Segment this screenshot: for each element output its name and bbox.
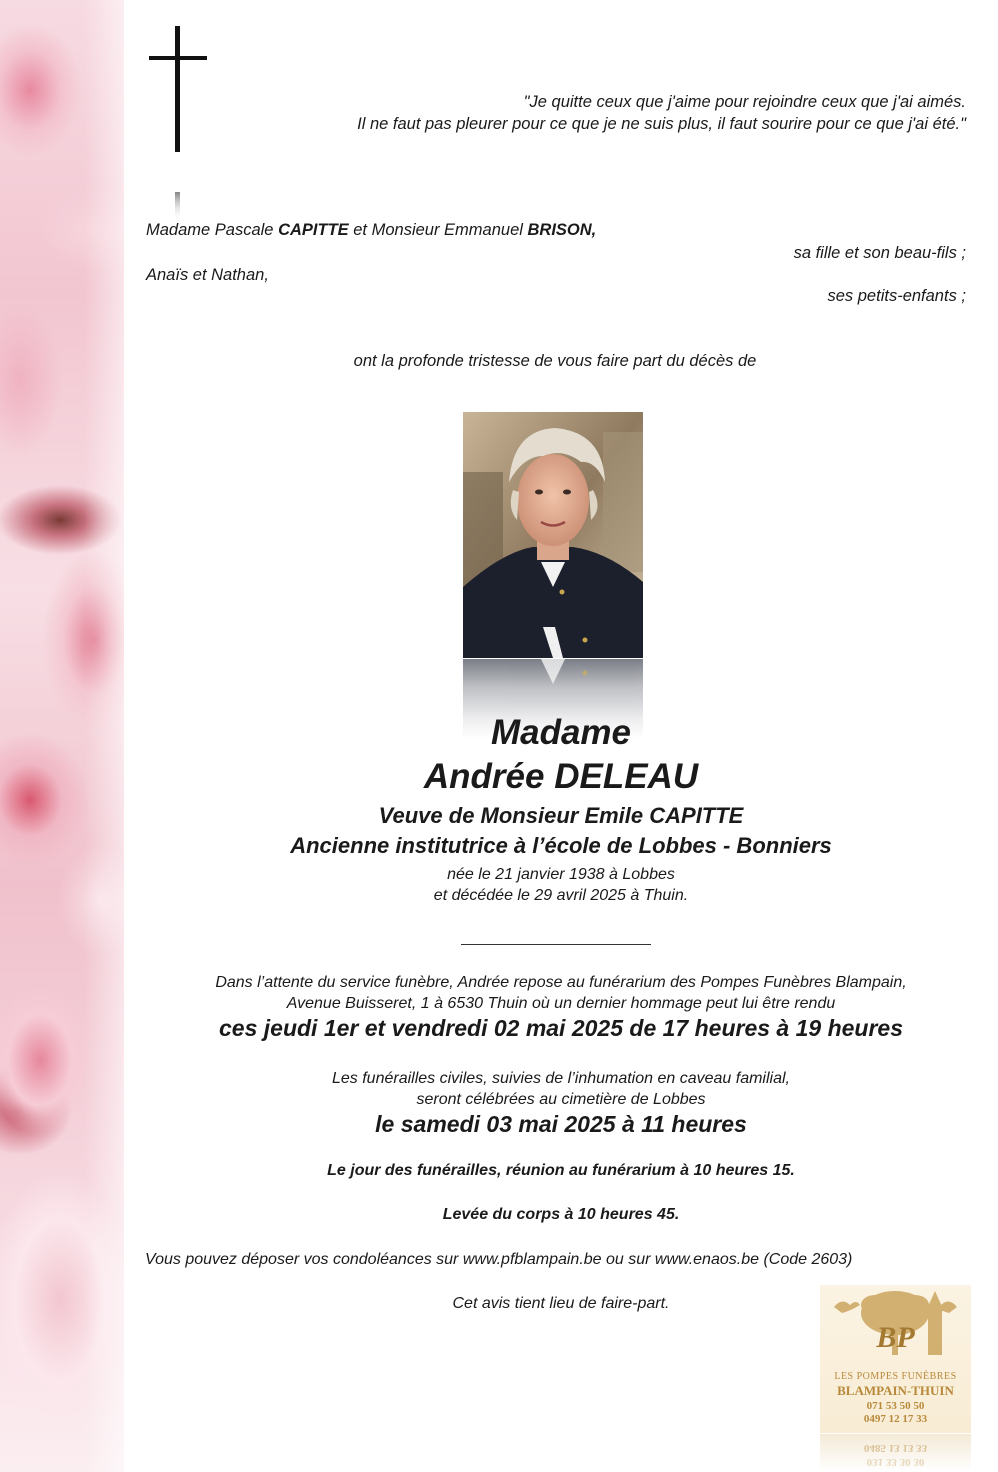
daughter-prefix: Madame Pascale: [146, 221, 279, 239]
death-date: et décédée le 29 avril 2025 à Thuin.: [433, 887, 689, 904]
widow-of: Veuve de Monsieur Emile CAPITTE: [378, 803, 744, 828]
logo-phone-1: 071 53 50 50: [866, 1400, 925, 1412]
logo-monogram: BP: [876, 1321, 915, 1354]
quote: [357, 91, 966, 135]
son-in-law-surname: BRISON,: [527, 221, 597, 239]
visitation-dates: ces jeudi 1er et vendredi 02 mai 2025 de 17 heures à 19 heures: [219, 1015, 903, 1041]
logo-reflection-1: 0485 13 13 33: [863, 1442, 928, 1454]
logo-phone-2: 0497 12 17 33: [863, 1413, 928, 1425]
quote-line-2: Il ne faut pas pleurer pour ce que je ne suis plus, il faut sourire pour ce que j'ai été.": [357, 115, 966, 133]
daughter-relation: sa fille et son beau-fils ;: [793, 244, 966, 262]
profession: Ancienne institutrice à l’école de Lobbes - Bonniers: [290, 833, 832, 858]
quote-line-1: "Je quitte ceux que j'aime pour rejoindre ceux que j'ai aimés.: [523, 93, 966, 111]
logo-reflection-2: 031 33 30 30: [866, 1456, 925, 1468]
funeral-home-logo: [820, 1285, 971, 1433]
funeral-line-1: Les funérailles civiles, suivies de l’inhumation en caveau familial,: [331, 1070, 790, 1087]
levee-du-corps: Levée du corps à 10 heures 45.: [442, 1206, 680, 1223]
deceased-title: Madame: [490, 713, 632, 752]
notice: Cet avis tient lieu de faire-part.: [452, 1295, 670, 1312]
birth-date: née le 21 janvier 1938 à Lobbes: [447, 866, 675, 883]
deceased-name: Andrée DELEAU: [423, 757, 699, 796]
cross-icon: [146, 22, 210, 222]
portrait-photo: [463, 412, 643, 658]
funeral-line-2: seront célébrées au cimetière de Lobbes: [416, 1091, 706, 1108]
grandchildren: Anaïs et Nathan,: [146, 266, 269, 284]
logo-reflection: [820, 1434, 971, 1472]
condolences: Vous pouvez déposer vos condoléances sur www.pfblampain.be ou sur www.enaos.be (Code 2603): [145, 1251, 853, 1268]
separator-line: [461, 944, 651, 945]
family-and: et Monsieur Emmanuel: [348, 221, 528, 239]
visitation-line-1: Dans l’attente du service funèbre, Andrée repose au funérarium des Pompes Funèbres Blampain,: [215, 974, 907, 991]
cherry-blossom-border: [0, 0, 124, 1472]
family-daughter: [146, 221, 596, 240]
daughter-surname: CAPITTE: [278, 221, 349, 239]
funeral-meeting: Le jour des funérailles, réunion au funérarium à 10 heures 15.: [327, 1162, 795, 1179]
grandchildren-relation: ses petits-enfants ;: [827, 287, 966, 305]
logo-line-1: LES POMPES FUNÈBRES: [834, 1371, 957, 1382]
funeral-date: le samedi 03 mai 2025 à 11 heures: [375, 1111, 747, 1137]
announcement: ont la profonde tristesse de vous faire part du décès de: [353, 352, 757, 370]
logo-line-2: BLAMPAIN-THUIN: [837, 1383, 954, 1398]
visitation-line-2: Avenue Buisseret, 1 à 6530 Thuin où un dernier hommage peut lui être rendu: [286, 995, 836, 1012]
